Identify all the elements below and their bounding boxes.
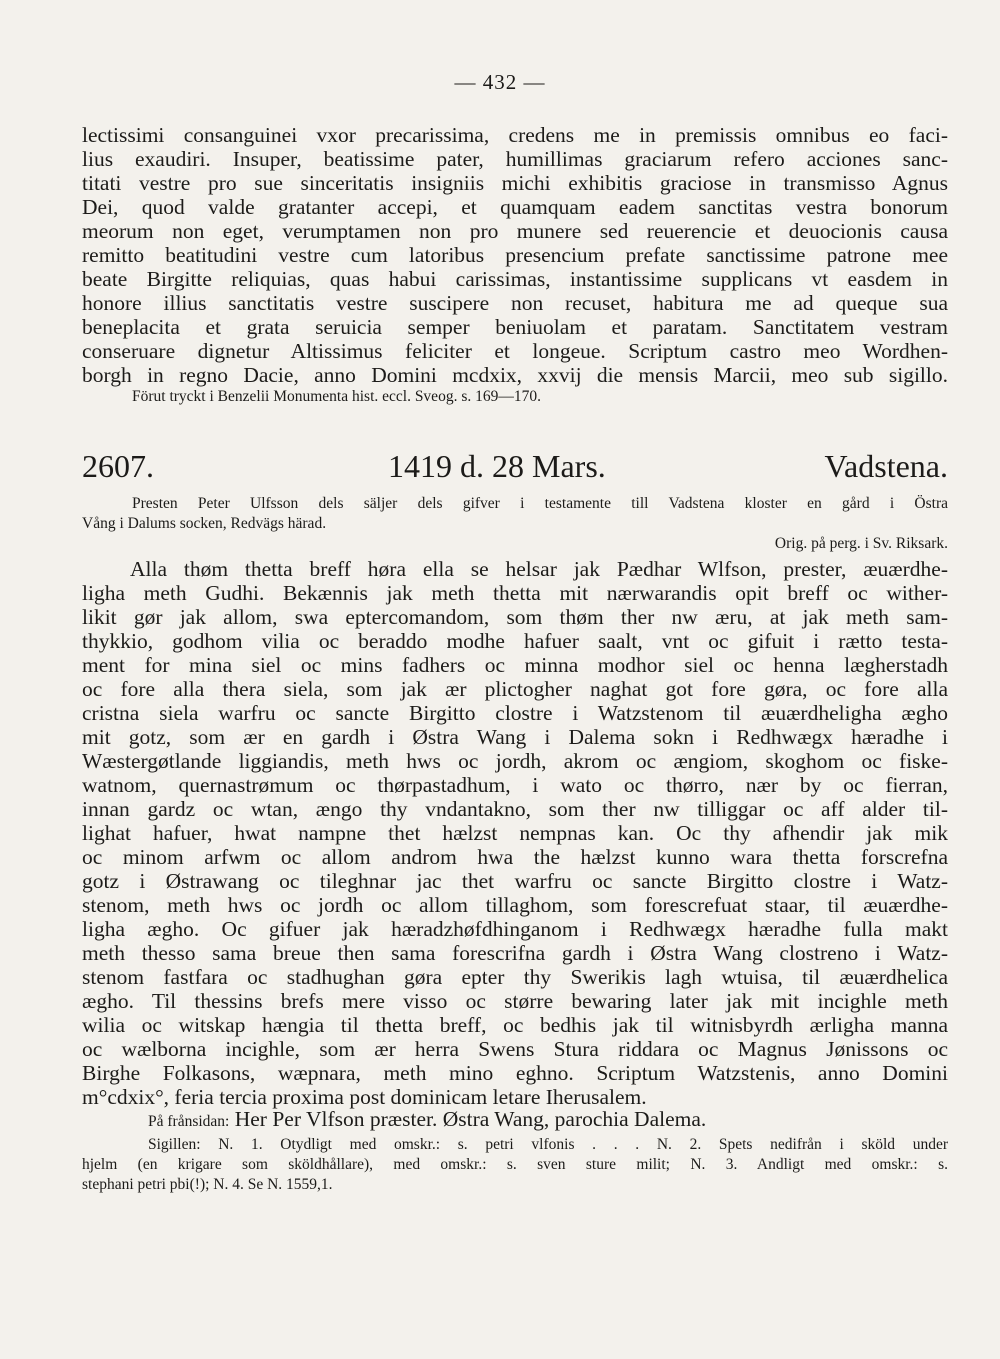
text-line: Dei, quod valde gratanter accepi, et quamquam eadem sanctitas vestra bonorum bbox=[82, 195, 948, 219]
text-line: likit gør jak allom, swa eptercomandom, som thøm ther nw æru, at jak meth sam- bbox=[82, 605, 948, 629]
seals-label: Sigillen: bbox=[148, 1136, 201, 1153]
endorsement-label: På frånsidan: bbox=[148, 1113, 230, 1130]
endorsement-text: Her Per Vlfson præster. Østra Wang, parochia Dalema. bbox=[234, 1107, 707, 1131]
text-line: ligha meth Gudhi. Bekænnis jak meth thetta mit nærwarandis opit breff oc wither- bbox=[82, 581, 948, 605]
text-line: conseruare dignetur Altissimus feliciter et longeue. Scriptum castro meo Wordhen- bbox=[82, 339, 948, 363]
text-line: ligha ægho. Oc gifuer jak hæradzhøfdhinganom i Redhwægx hæradhe fulla makt bbox=[82, 917, 948, 941]
charter-text bbox=[82, 557, 948, 1109]
text-line: gotz i Østrawang oc tileghnar jac thet warfru oc sancte Birgitto clostre i Watz- bbox=[82, 869, 948, 893]
text-line: m°cdxix°, feria tercia proxima post dominicam letare Iherusalem. bbox=[82, 1085, 647, 1109]
summary-line: Presten Peter Ulfsson dels säljer dels gifver i testamente till Vadstena kloster en gård i Östra bbox=[132, 495, 948, 512]
text-line: mit gotz, som ær en gardh i Østra Wang i Dalema sokn i Redhwægx hæradhe i bbox=[82, 725, 948, 749]
entry-number: 2607. bbox=[82, 448, 154, 484]
text-line: stenom, meth hws oc jordh oc allom tillaghom, som forescrefuat staar, til æuærdhe- bbox=[82, 893, 948, 917]
text-line: remitto beatitudini vestre cum latoribus presencium prefate sanctissime patrone mee bbox=[82, 243, 948, 267]
seals-line: hjelm (en krigare som sköldhållare), med omskr.: s. sven sture milit; N. 3. Andligt med omskr.: s. bbox=[82, 1156, 948, 1173]
text-line: titati vestre pro sue sinceritatis insigniis michi exhibitis graciose in transmisso Agnus bbox=[82, 171, 948, 195]
seals-line: stephani petri pbi(!); N. 4. Se N. 1559,1. bbox=[82, 1176, 333, 1193]
text-line: lighat hafuer, hwat nampne thet hælzst nempnas kan. Oc thy afhendir jak mik bbox=[82, 821, 948, 845]
text-line: ægho. Til thessins brefs mere visso oc større bewaring later jak mit incighle meth bbox=[82, 989, 948, 1013]
entry-summary bbox=[82, 494, 948, 554]
seals-line: N. 1. Otydligt med omskr.: s. petri vlfonis . . . N. 2. Spets nedifrån i sköld under bbox=[218, 1136, 948, 1153]
text-line: Alla thøm thetta breff høra ella se helsar jak Pædhar Wlfson, prester, æuærdhe- bbox=[130, 557, 948, 581]
text-line: beate Birgitte reliquias, quas habui carissimas, instantissime supplicans vt easdem in bbox=[82, 267, 948, 291]
text-line: oc wælborna incighle, som ær herra Swens Stura riddara oc Magnus Jønissons oc bbox=[82, 1037, 948, 1061]
text-line: oc minom arfwm oc allom androm hwa the hælzst kunno wara thetta forscrefna bbox=[82, 845, 948, 869]
entry-header bbox=[82, 448, 948, 488]
text-line: innan gardz oc wtan, ængo thy vndantakno, som ther nw tilliggar oc aff alder til- bbox=[82, 797, 948, 821]
print-note bbox=[82, 387, 948, 407]
source-note: Orig. på perg. i Sv. Riksark. bbox=[774, 535, 948, 552]
text-line: wilia oc witskap hængia til thetta breff, oc bedhis jak til witnisbyrdh ærligha manna bbox=[82, 1013, 948, 1037]
text-line: oc fore alla thera siela, som jak ær plictogher naghat got fore gøra, oc fore alla bbox=[82, 677, 948, 701]
text-line: lectissimi consanguinei vxor precarissima, credens me in premissis omnibus eo faci- bbox=[82, 123, 948, 147]
text-line: meorum non eget, verumptamen non pro munere sed reuerencie et deuocionis causa bbox=[82, 219, 948, 243]
page-number: — 432 — bbox=[454, 70, 546, 94]
text-line: ment for mina siel oc mins fadhers oc minna modhor siel oc henna lægherstadh bbox=[82, 653, 948, 677]
seals-note bbox=[82, 1135, 948, 1195]
entry-date: 1419 d. 28 Mars. bbox=[388, 448, 606, 484]
continuation-text bbox=[82, 123, 948, 387]
text-line: lius exaudiri. Insuper, beatissime pater, humillimas graciarum refero acciones sanc- bbox=[82, 147, 948, 171]
text-line: honore illius sanctitatis vestre suscipere non recuset, habitura me ad queque sua bbox=[82, 291, 948, 315]
text-line: thykkio, godhom vilia oc beraddo modhe hafuer saalt, vnt oc gifuit i rætto testa- bbox=[82, 629, 948, 653]
text-line: meth thesso sama breue then sama forescrifna gardh i Østra Wang clostreno i Watz- bbox=[82, 941, 948, 965]
text-line: stenom fastfara oc stadhughan gøra epter thy Swerikis lagh wtuisa, til æuærdhelica bbox=[82, 965, 948, 989]
text-line: beneplacita et grata seruicia semper beniuolam et paratam. Sanctitatem vestram bbox=[82, 315, 948, 339]
text-line: Wæstergøtlande liggiandis, meth hws oc jordh, akrom oc ængiom, skoghom oc fiske- bbox=[82, 749, 948, 773]
text-line: Birghe Folkasons, wæpnara, meth mino eghno. Scriptum Watzstenis, anno Domini bbox=[82, 1061, 948, 1085]
entry-place: Vadstena. bbox=[824, 448, 948, 484]
endorsement bbox=[82, 1107, 948, 1134]
text-line: borgh in regno Dacie, anno Domini mcdxix, xxvij die mensis Marcii, meo sub sigillo. bbox=[82, 363, 948, 387]
note-line: Förut tryckt i Benzelii Monumenta hist. eccl. Sveog. s. 169—170. bbox=[132, 388, 541, 405]
summary-line: Vång i Dalums socken, Redvägs härad. bbox=[82, 515, 327, 532]
text-line: watnom, quernastrømum oc thørpastadhum, i wato oc thørro, nær by oc fierran, bbox=[82, 773, 948, 797]
text-line: cristna siela warfru oc sancte Birgitto clostre i Watzstenom til æuærdheligha ægho bbox=[82, 701, 948, 725]
